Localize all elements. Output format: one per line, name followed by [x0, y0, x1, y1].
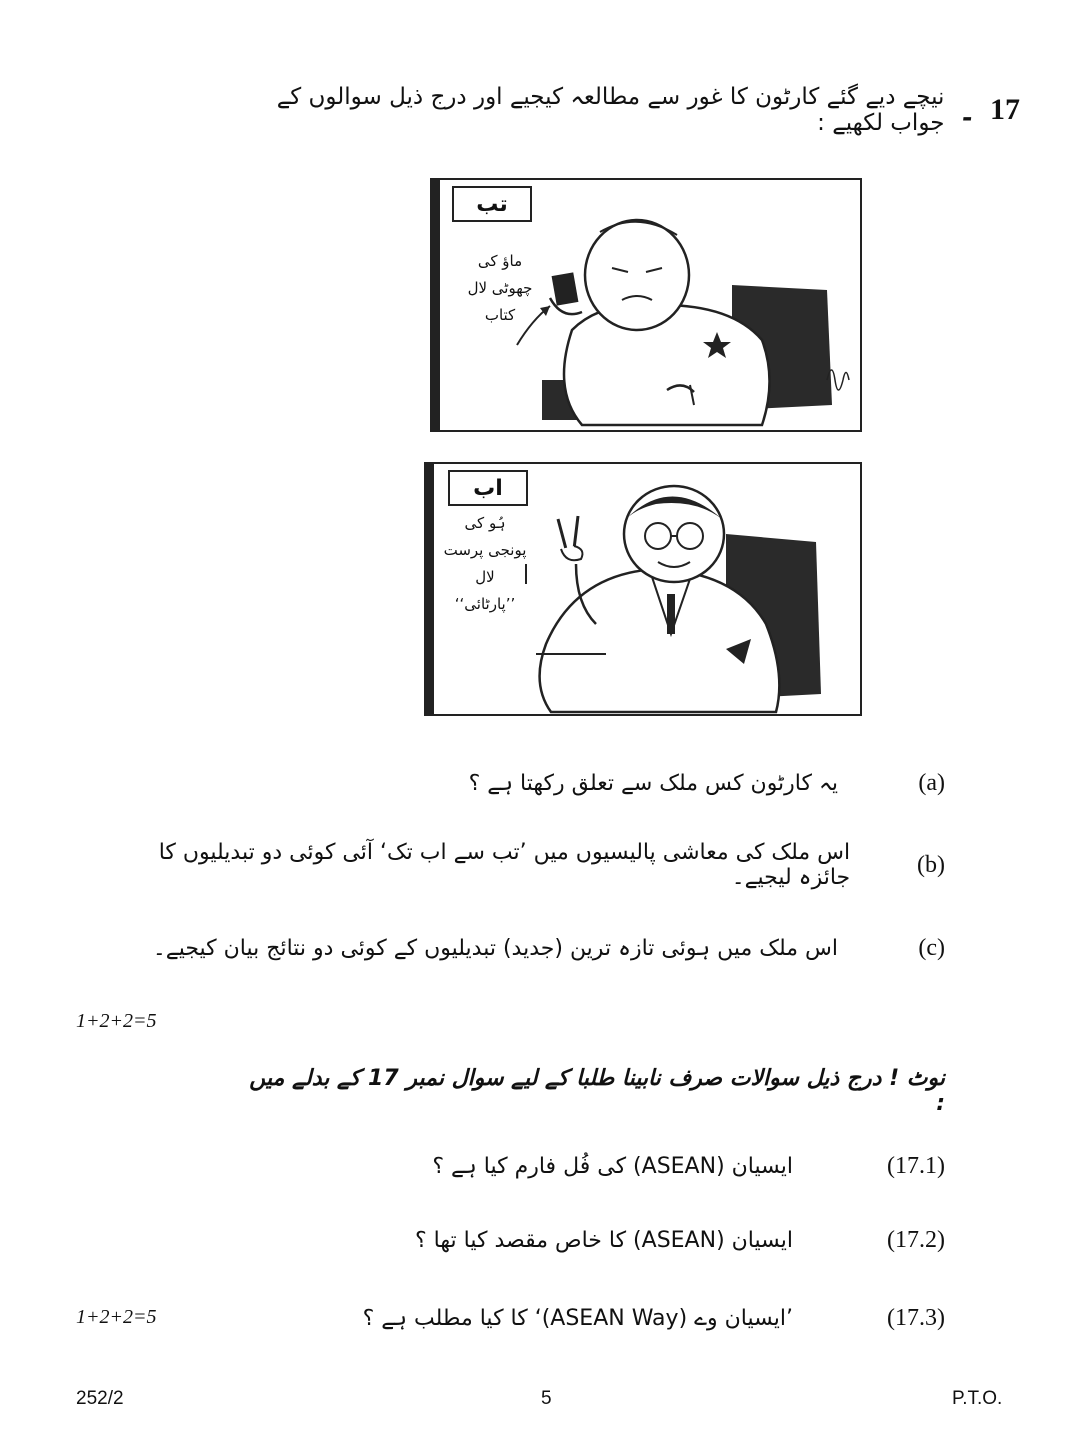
alt-question-label: (17.2) — [887, 1226, 945, 1253]
cartoon-then-title: تب — [452, 186, 532, 222]
cartoon-then-caption — [460, 248, 540, 329]
alt-question-17-2 — [300, 1220, 945, 1260]
subquestion-text: اس ملک میں ہوئی تازہ ترین (جدید) تبدیلیوں کے کوئی دو نتائج بیان کیجیے۔ — [152, 935, 838, 961]
subquestion-text: یہ کارٹون کس ملک سے تعلق رکھتا ہے ؟ — [468, 770, 838, 796]
question-number: 17 — [990, 93, 1020, 126]
paper-code: 252/2 — [76, 1388, 124, 1409]
page-number: 5 — [541, 1388, 552, 1409]
subquestion-label: (a) — [918, 769, 945, 796]
cartoon-now-title: اب — [448, 470, 528, 506]
caption-line: پونجی پرست — [443, 541, 527, 559]
caption-line: کتاب — [484, 306, 516, 324]
alt-question-label: (17.1) — [887, 1152, 945, 1179]
caption-line: ہُو کی — [464, 514, 506, 532]
pto-label: P.T.O. — [952, 1388, 1003, 1409]
question-separator: ۔ — [958, 93, 976, 127]
alt-question-17-3 — [260, 1298, 945, 1338]
subquestion-label: (c) — [918, 934, 945, 961]
alt-question-label: (17.3) — [887, 1304, 945, 1331]
cartoon-now-caption — [440, 510, 530, 618]
alt-question-17-1 — [300, 1146, 945, 1186]
caption-line: لال — [475, 568, 495, 586]
cartoon-now — [424, 462, 862, 716]
question-header — [240, 84, 1020, 136]
caption-line: چھوٹی لال — [467, 279, 533, 297]
marks-distribution-alt: 1+2+2=5 — [76, 1306, 157, 1328]
subquestion-text: اس ملک کی معاشی پالیسیوں میں ’تب سے اب تک‘ آئی کوئی دو تبدیلیوں کا جائزہ لیجیے۔ — [158, 840, 851, 890]
subquestion-b — [150, 840, 945, 890]
cartoon-then — [430, 178, 862, 432]
marks-distribution: 1+2+2=5 — [76, 1010, 157, 1032]
caption-line: ’’پارٹائی‘‘ — [454, 595, 516, 613]
note-text: نوٹ ! درج ذیل سوالات صرف نابینا طلبا کے لیے سوال نمبر 17 کے بدلے میں : — [249, 1066, 945, 1116]
question-instruction: نیچے دیے گئے کارٹون کا غور سے مطالعہ کیجیے اور درج ذیل سوالوں کے جواب لکھیے : — [276, 84, 945, 136]
subquestion-a — [150, 763, 945, 803]
caption-line: ماؤ کی — [477, 252, 523, 270]
alt-question-text: ایسیان (ASEAN) کی فُل فارم کیا ہے ؟ — [432, 1153, 793, 1179]
alt-question-text: ایسیان (ASEAN) کا خاص مقصد کیا تھا ؟ — [415, 1227, 793, 1253]
alt-question-text: ’ایسیان وے (ASEAN Way)‘ کا کیا مطلب ہے ؟ — [362, 1305, 793, 1331]
subquestion-c — [150, 928, 945, 968]
subquestion-label: (b) — [917, 851, 945, 878]
